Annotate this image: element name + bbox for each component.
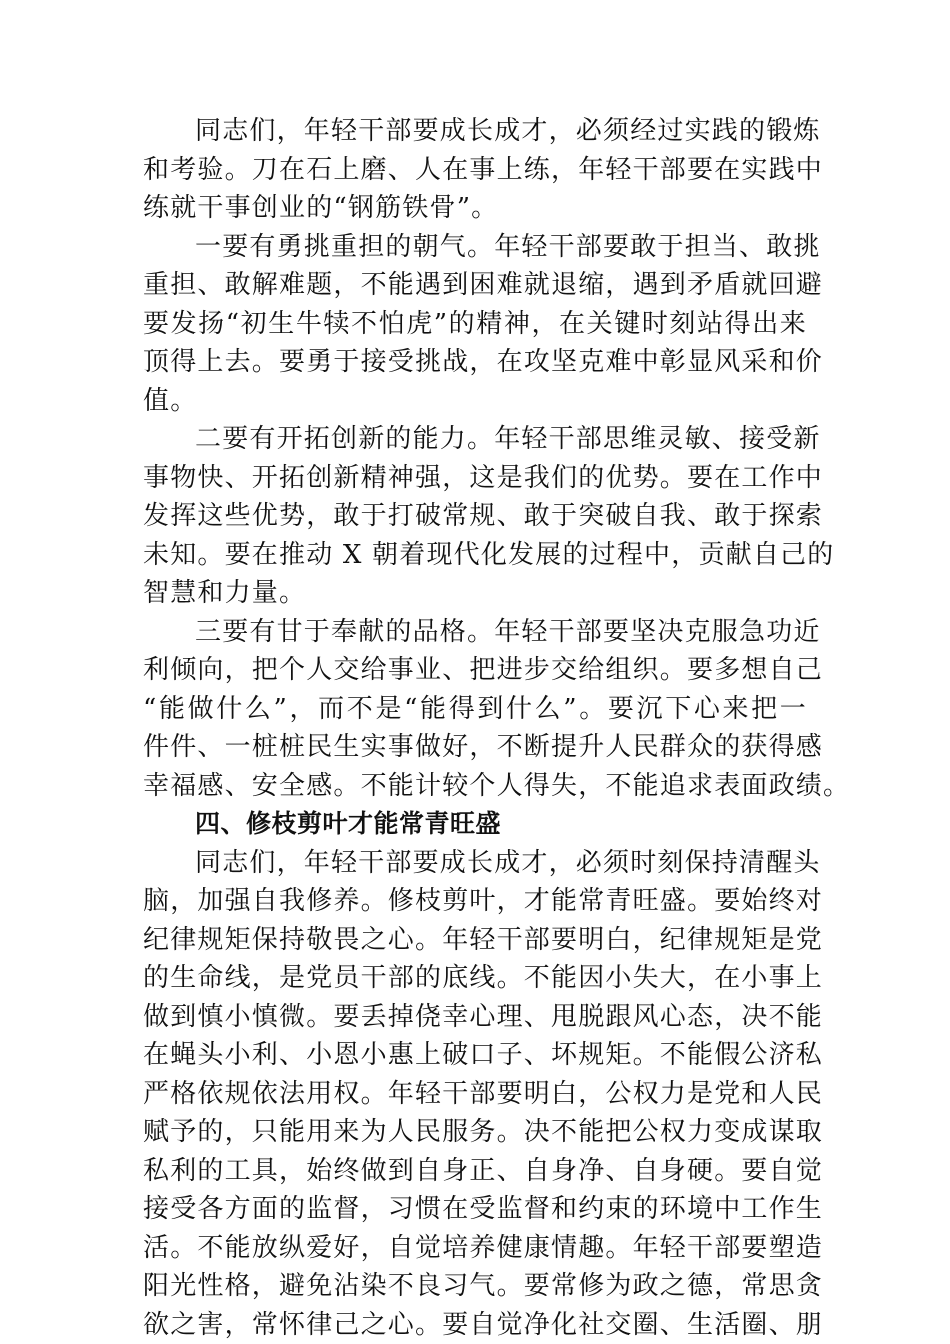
- text-line: 同志们，年轻干部要成长成才，必须时刻保持清醒头: [195, 847, 821, 878]
- text-line: 赋予的，只能用来为人民服务。决不能把公权力变成谋取: [143, 1117, 824, 1147]
- text-line: 未知。要在推动 X 朝着现代化发展的过程中，贡献自己的: [143, 539, 835, 570]
- text-line: 顶得上去。要勇于接受挑战，在攻坚克难中彰显风采和价: [143, 347, 824, 377]
- text-line: 事物快、开拓创新精神强，这是我们的优势。要在工作中: [143, 462, 824, 493]
- text-line: 阳光性格，避免沾染不良习气。要常修为政之德，常思贪: [143, 1271, 824, 1301]
- text-line: 值。: [143, 385, 198, 416]
- text-line: 发挥这些优势，敢于打破常规、敢于突破自我、敢于探索: [143, 501, 824, 531]
- text-line: 重担、敢解难题，不能遇到困难就退缩，遇到矛盾就回避: [143, 270, 824, 300]
- paragraph-point-three: [143, 613, 851, 806]
- paragraph-point-one: [143, 228, 824, 421]
- text-line: 二要有开拓创新的能力。年轻干部思维灵敏、接受新: [195, 424, 821, 454]
- document-page: [143, 112, 851, 1344]
- text-line: 一要有勇挑重担的朝气。年轻干部要敢于担当、敢挑: [195, 231, 821, 262]
- text-line: 智慧和力量。: [143, 578, 307, 608]
- text-line: 严格依规依法用权。年轻干部要明白，公权力是党和人民: [143, 1078, 824, 1109]
- text-line: 脑，加强自我修养。修枝剪叶，才能常青旺盛。要始终对: [143, 886, 824, 916]
- text-line: 接受各方面的监督，习惯在受监督和约束的环境中工作生: [143, 1194, 824, 1224]
- text-line: “能做什么”，而不是“能得到什么”。要沉下心来把一: [143, 693, 807, 724]
- paragraph-practice-intro: [143, 112, 824, 228]
- text-line: 件件、一桩桩民生实事做好，不断提升人民群众的获得感: [143, 732, 824, 762]
- text-line: 练就干事创业的“钢筋铁骨”。: [143, 193, 499, 223]
- paragraph-point-two: [143, 420, 835, 613]
- text-line: 在蝇头小利、小恩小惠上破口子、坏规矩。不能假公济私: [143, 1040, 824, 1070]
- text-line: 和考验。刀在石上磨、人在事上练，年轻干部要在实践中: [143, 154, 824, 185]
- text-line: 要发扬“初生牛犊不怕虎”的精神，在关键时刻站得出来: [143, 308, 807, 339]
- text-line: 私利的工具，始终做到自身正、自身净、自身硬。要自觉: [143, 1155, 824, 1186]
- text-line: 欲之害，常怀律己之心。要自觉净化社交圈、生活圈、朋: [143, 1309, 824, 1340]
- text-line: 活。不能放纵爱好，自觉培养健康情趣。年轻干部要塑造: [143, 1232, 824, 1263]
- paragraph-section-four: [143, 844, 824, 1344]
- text-line: 三要有甘于奉献的品格。年轻干部要坚决克服急功近: [195, 616, 821, 647]
- text-line: 的生命线，是党员干部的底线。不能因小失大，在小事上: [143, 963, 824, 993]
- text-line: 纪律规矩保持敬畏之心。年轻干部要明白，纪律规矩是党: [143, 924, 824, 955]
- text-line: 做到慎小慎微。要丢掉侥幸心理、甩脱跟风心态，决不能: [143, 1001, 824, 1032]
- text-line: 同志们，年轻干部要成长成才，必须经过实践的锻炼: [195, 116, 821, 146]
- text-line: 幸福感、安全感。不能计较个人得失，不能追求表面政绩。: [143, 770, 851, 801]
- section-heading: 四、修枝剪叶才能常青旺盛: [195, 809, 502, 838]
- text-line: 利倾向，把个人交给事业、把进步交给组织。要多想自己: [143, 655, 824, 685]
